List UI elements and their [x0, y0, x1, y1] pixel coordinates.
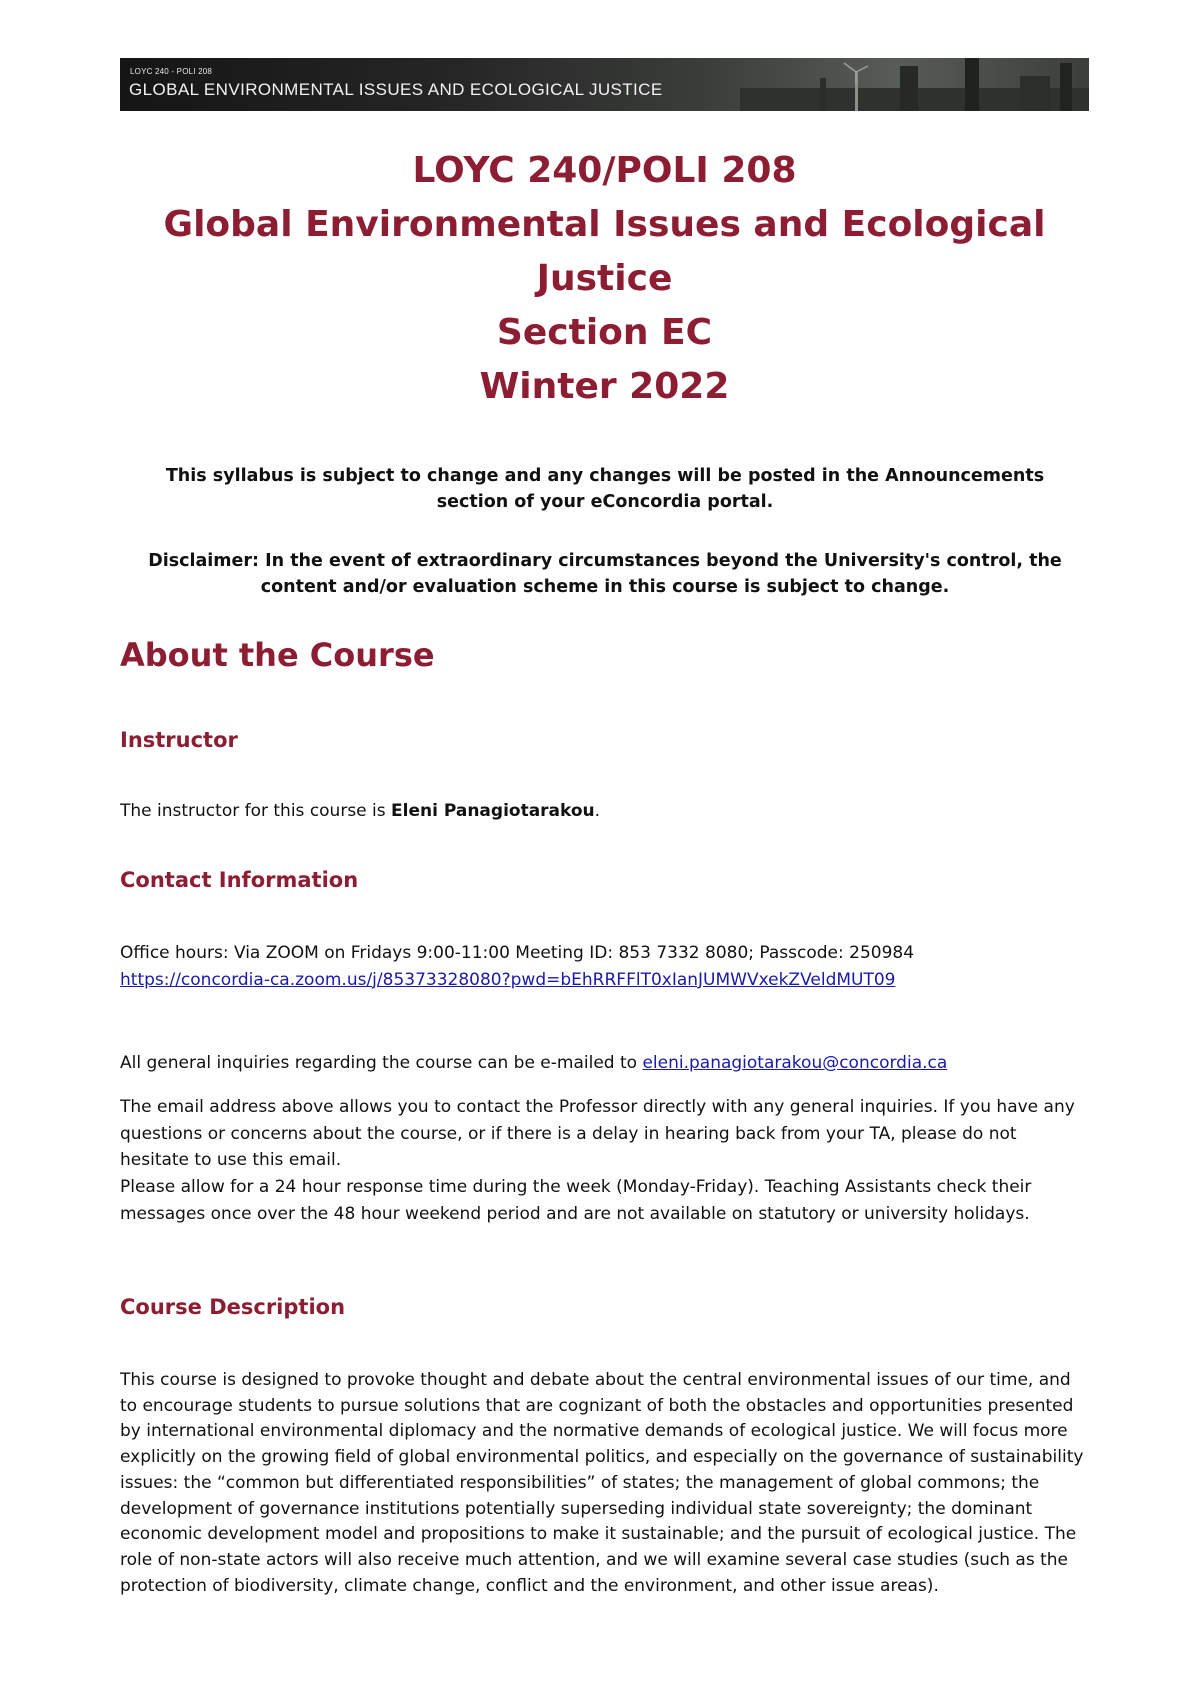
title-section: Section EC: [496, 312, 713, 353]
email-link[interactable]: eleni.panagiotarakou@concordia.ca: [642, 1053, 948, 1073]
zoom-link[interactable]: https://concordia-ca.zoom.us/j/85373328080?pwd=bEhRRFFlT0xIanJUMWVxekZVeldMUT09: [120, 969, 896, 990]
title-course-code: LOYC 240/POLI 208: [412, 150, 797, 191]
course-description-text: This course is designed to provoke thought and debate about the central environmental issues of our time, and to encourage students to pursue solutions that are cognizant of both the obstacles and opportunities presented by international environmental diplomacy and the normative demands of ecological justice. We will focus more explicitly on the growing field of global environmental politics, and especially on the governance of sustainability issues: the “common but differentiated responsibilities” of states; the management of global commons; the development of governance institutions potentially superseding individual state sovereignty; the dominant economic development model and propositions to make it sustainable; and the pursuit of ecological justice. The role of non-state actors will also receive much attention, and we will examine several case studies (such as the protection of biodiversity, climate change, conflict and the environment, and other issue areas).: [120, 1370, 1084, 1596]
banner-course-code: LOYC 240 - POLI 208: [130, 67, 213, 76]
document-title: [120, 144, 1089, 414]
instructor-heading: Instructor: [120, 728, 238, 752]
banner-title: GLOBAL ENVIRONMENTAL ISSUES AND ECOLOGICAL JUSTICE: [129, 80, 663, 99]
contact-heading: Contact Information: [120, 868, 359, 892]
inquiries-text: [120, 1050, 1090, 1077]
course-description-heading: Course Description: [120, 1295, 346, 1319]
title-course-name-cont: Justice: [536, 258, 673, 299]
inquiries-intro: All general inquiries regarding the course can be e-mailed to: [120, 1053, 643, 1073]
response-time-note: Please allow for a 24 hour response time during the week (Monday-Friday). Teaching Assistants check their messages once over the 48 hour weekend period and are not available on statutory or university holidays.: [120, 1177, 1032, 1224]
email-note: The email address above allows you to contact the Professor directly with any general inquiries. If you have any questions or concerns about the course, or if there is a delay in hearing back from your TA, please do not hesitate to use this email.: [120, 1097, 1075, 1170]
title-term: Winter 2022: [479, 366, 730, 407]
course-banner: [120, 58, 1089, 111]
instructor-text: [120, 798, 1090, 825]
instructor-period: .: [594, 801, 601, 821]
office-hours-text: Office hours: Via ZOOM on Fridays 9:00-11:00 Meeting ID: 853 7332 8080; Passcode: 250984: [120, 943, 915, 963]
instructor-name: Eleni Panagiotarakou: [391, 801, 595, 821]
syllabus-change-notice: This syllabus is subject to change and any changes will be posted in the Announcements section of your eConcordia portal.: [165, 466, 1045, 512]
office-hours-block: [120, 940, 1090, 993]
disclaimer-notice: Disclaimer: In the event of extraordinary circumstances beyond the University's control, the content and/or evaluation scheme in this course is subject to change.: [148, 551, 1062, 597]
about-heading: About the Course: [120, 636, 435, 674]
title-course-name: Global Environmental Issues and Ecological: [163, 204, 1046, 245]
instructor-intro: The instructor for this course is: [120, 801, 392, 821]
